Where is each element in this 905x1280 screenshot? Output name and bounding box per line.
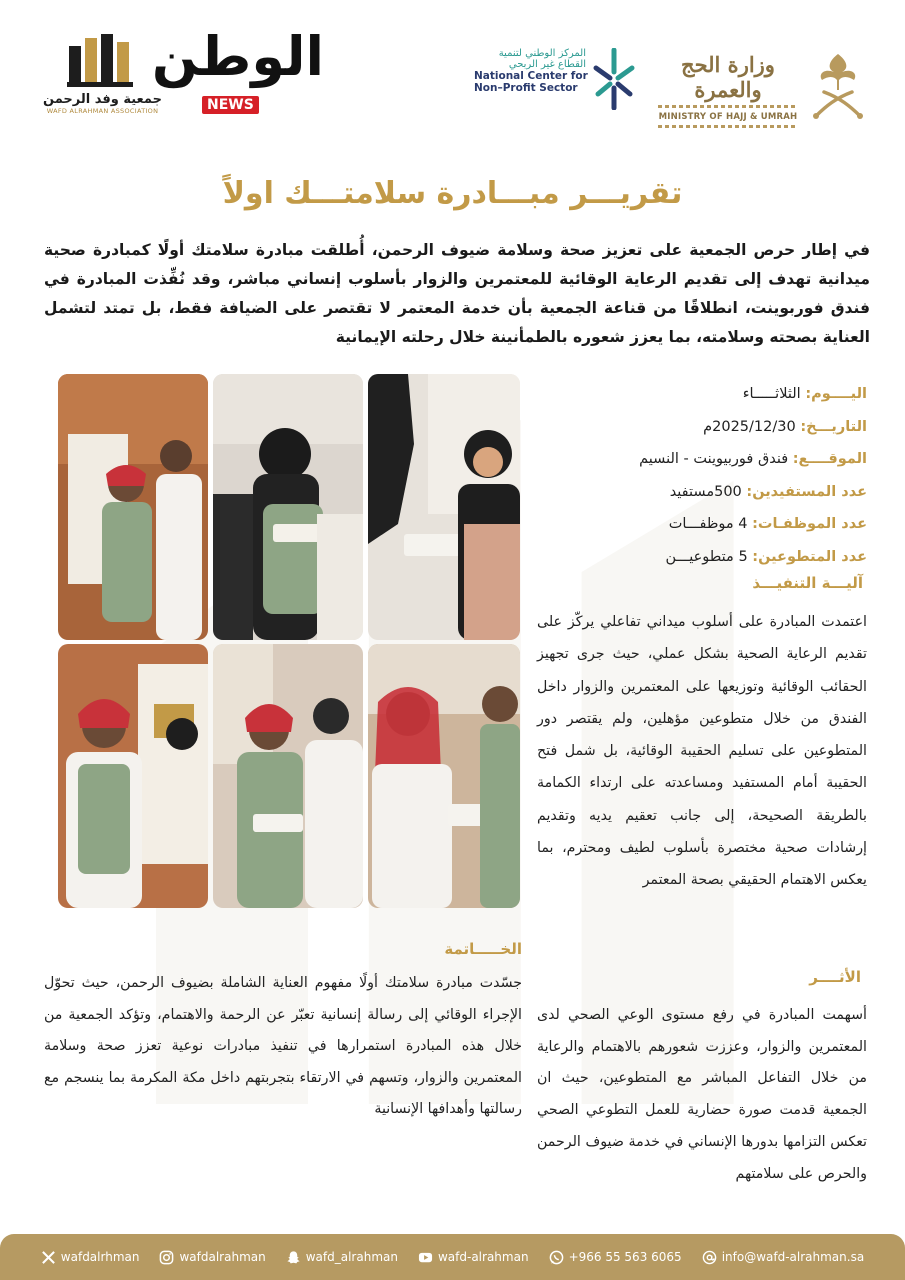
info-label: اليــــوم:: [805, 386, 867, 402]
info-label: عدد الموظفـات:: [752, 516, 867, 532]
footer-whatsapp[interactable]: [549, 1250, 682, 1265]
conclusion-heading: الخـــــاتمة: [444, 940, 522, 958]
instagram-handle: wafdalrahman: [179, 1250, 266, 1264]
email-icon: [702, 1250, 717, 1265]
news-badge: NEWS: [202, 96, 259, 114]
intro-paragraph: في إطار حرص الجمعية على تعزيز صحة وسلامة ضيوف الرحمن، أُطلقت مبادرة سلامتك أولًا كمبادرة صحية ميدانية تهدف إلى تقديم الرعاية الوقائية للمعتمرين والزوار بأسلوب إنساني مباشر، وقد نُفِّذت المبادرة في فندق فوربوينت، انطلاقًا من قناعة الجمعية بأن خدمة المعتمر لا تقتصر على الضيافة فقط، بل تمتد لتشمل العناية بصحته وسلامته، بما يعزز شعوره بالطمأنينة خلال رحلته الإيمانية: [44, 241, 870, 346]
event-photo: [58, 374, 208, 640]
info-beneficiaries: [537, 476, 867, 509]
whatsapp-number: +966 55 563 6065: [568, 1250, 682, 1264]
contact-footer: [0, 1234, 905, 1280]
wafd-name-en: WAFD ALRAHMAN ASSOCIATION: [46, 107, 159, 115]
info-volunteers: [537, 541, 867, 574]
mechanism-heading: آليـــة التنفيـــذ: [752, 574, 863, 592]
info-value: 5 متطوعيـــن: [665, 548, 748, 565]
snapchat-handle: wafd_alrahman: [305, 1250, 398, 1264]
hajj-ornament: [658, 105, 798, 108]
info-label: عدد المتطوعين:: [752, 548, 867, 565]
footer-email[interactable]: [702, 1250, 865, 1265]
photo-grid: [58, 374, 520, 908]
info-label: التاريـــخ:: [800, 418, 867, 435]
conclusion-paragraph: جسّدت مبادرة سلامتك أولًا مفهوم العناية الشاملة بضيوف الرحمن، حيث تحوّل الإجراء الوقائي إلى رسالة إنسانية تعبّر عن الرحمة والاهتمام، وتؤكد الجمعية من خلال هذه المبادرة استمرارها في تنفيذ مبادرات نوعية تعزز صحة وسلامة المعتمرين والزوار، وتسهم في الارتقاء بتجربتهم داخل مكة المكرمة بما ينسجم مع رسالتها وأهدافها الإنسانية: [44, 975, 522, 1117]
whatsapp-icon: [549, 1250, 564, 1265]
info-location: [537, 443, 867, 476]
mechanism-paragraph: اعتمدت المبادرة على أسلوب ميداني تفاعلي يركّز على تقديم الرعاية الصحية بشكل عملي، حيث جرى تجهيز الحقائب الوقائية وتوزيعها على المعتمرين والزوار داخل الفندق من خلال متطوعين مؤهلين، ولم يقتصر دور المتطوعين على تسليم الحقيبة الوقائية، بل شمل فتح الحقيبة أمام المستفيد ومساعدته على ارتداء الكمامة بالطريقة الصحيحة، إلى جانب تعقيم يديه وتقديم إرشادات صحية مختصرة بأسلوب لطيف ومحترم، بما يعكس الاهتمام الحقيقي بصحة المعتمر: [537, 614, 867, 889]
ncnp-mark-icon: [592, 48, 636, 110]
effect-heading: الأثــــر: [809, 968, 861, 986]
youtube-handle: wafd-alrahman: [437, 1250, 529, 1264]
event-photo: [213, 644, 363, 908]
event-photo: [213, 374, 363, 640]
x-icon: [41, 1250, 56, 1265]
ncnp-logo: [474, 48, 644, 128]
info-label: الموقــــع:: [792, 451, 867, 467]
info-label: عدد المستفيدين:: [746, 483, 867, 500]
ministry-hajj-umrah-logo: [658, 52, 798, 122]
footer-instagram[interactable]: [159, 1250, 265, 1265]
wafd-name-ar: جمعية وفد الرحمن: [43, 92, 162, 107]
ncnp-name-en-1: National Center for: [474, 70, 588, 82]
youtube-icon: [418, 1250, 433, 1265]
info-day: [537, 378, 867, 411]
info-value: فندق فوربيوينت - النسيم: [639, 451, 789, 467]
info-value: 4 موظفـــات: [668, 516, 748, 532]
hajj-ornament: [658, 125, 798, 128]
hajj-name-ar: وزارة الحج والعمرة: [681, 52, 775, 102]
info-value: 2025/12/30م: [703, 418, 796, 435]
saudi-emblem-icon: [808, 50, 868, 125]
snapchat-icon: [286, 1250, 301, 1265]
event-photo: [368, 374, 520, 640]
wafd-mark-icon: [63, 32, 143, 90]
event-info-list: [537, 378, 867, 573]
ncnp-name-en-2: Non–Profit Sector: [474, 82, 578, 94]
alwatan-wordmark: الوطن: [151, 25, 324, 88]
instagram-icon: [159, 1250, 174, 1265]
event-photo: [368, 644, 520, 908]
ncnp-name-ar-2: القطاع غير الربحي: [508, 59, 586, 70]
info-value: الثلاثـــــاء: [742, 386, 801, 402]
footer-youtube[interactable]: [418, 1250, 529, 1265]
effect-paragraph: أسهمت المبادرة في رفع مستوى الوعي الصحي لدى المعتمرين والزوار، وعززت شعورهم بالاهتمام والرعاية من خلال التفاعل المباشر مع المتطوعين، حيث ان الجمعية قدمت صورة حضارية للعمل التطوعي الصحي تعكس التزامها بدورها الإنساني في خدمة ضيوف الرحمن والحرص على سلامتهم: [537, 1007, 867, 1182]
info-date: [537, 411, 867, 444]
page-header: [0, 0, 905, 150]
alwatan-news-logo: [151, 25, 328, 125]
email-address: info@wafd-alrahman.sa: [721, 1250, 865, 1264]
info-staff: [537, 508, 867, 541]
wafd-alrahman-logo: [40, 32, 165, 127]
event-photo: [58, 644, 208, 908]
footer-snapchat[interactable]: [286, 1250, 398, 1265]
footer-x[interactable]: [41, 1250, 140, 1265]
report-title: تقريـــر مبـــادرة سلامتـــك اولاً: [222, 176, 683, 211]
ncnp-name-ar-1: المركز الوطني لتنمية: [498, 48, 586, 59]
hajj-name-en: MINISTRY OF HAJJ & UMRAH: [658, 112, 798, 122]
info-value: 500مستفيد: [669, 483, 742, 500]
x-handle: wafdalrhman: [60, 1250, 140, 1264]
